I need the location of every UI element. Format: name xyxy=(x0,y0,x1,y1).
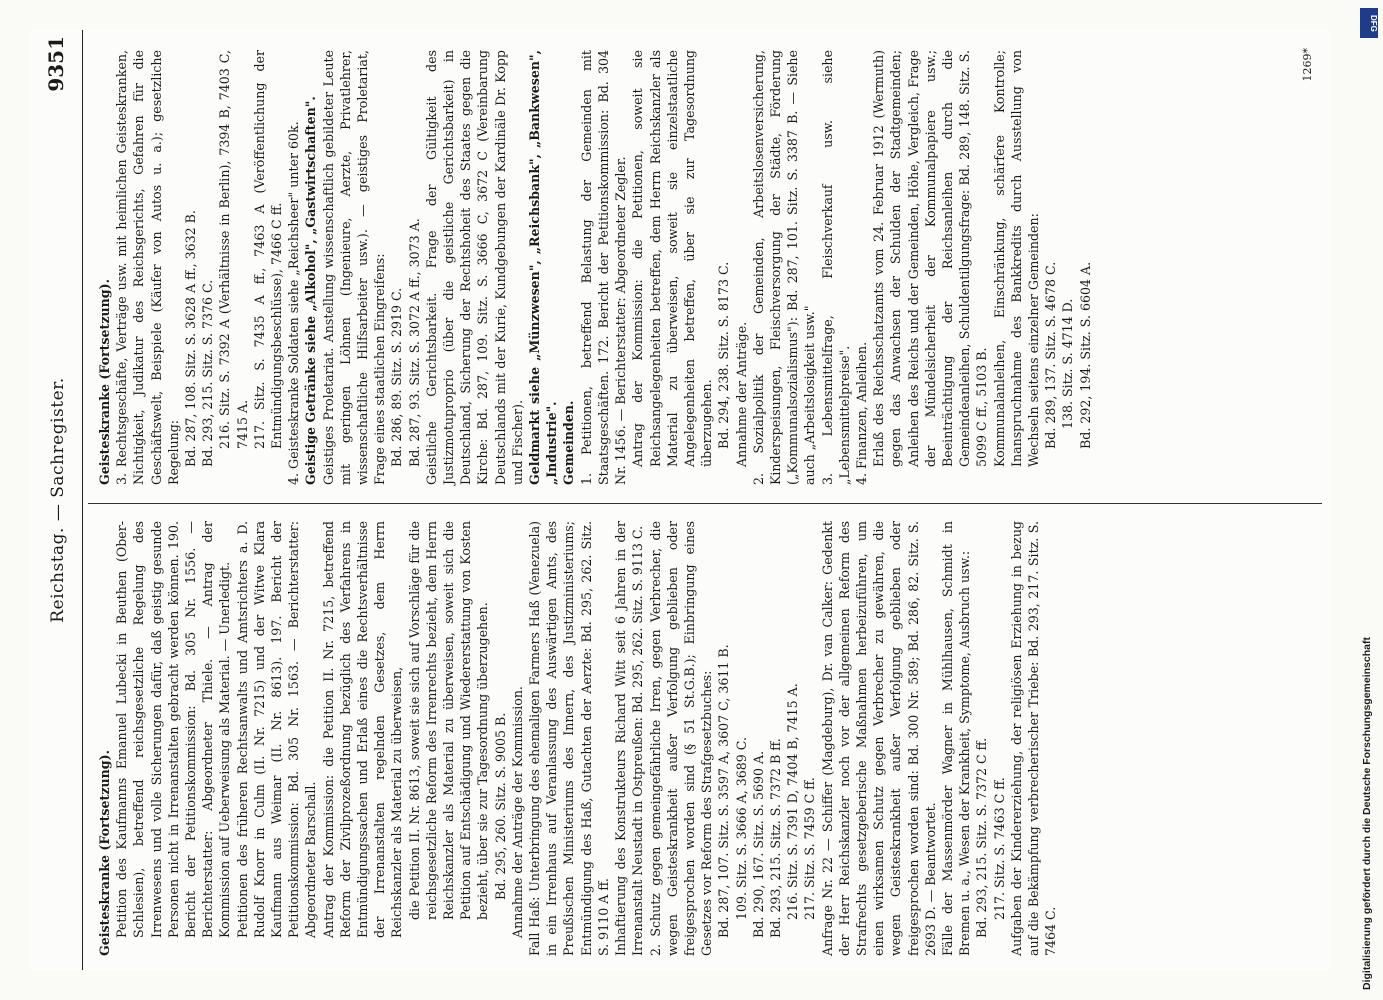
entry-paragraph: 3. Lebensmittelfrage, Fleischverkauf usw. siehe „Lebensmittelpreise". xyxy=(819,50,852,485)
entry-paragraph: Antrag der Kommission: die Petitionen, soweit sie Reichsangelegenheiten betreffen, dem Herrn Reichskanzler als Material zu überweisen, soweit sie einzelstaatliche Angelegenheiten betreffen, über sie zur Tagesordnung überzugehen. xyxy=(630,50,715,467)
entry-paragraph: 1. Petitionen, betreffend Belastung der Gemeinden mit Staatsgeschäften. 172. Bericht der Petitionskommission: Bd. 304 Nr. 1456. — Berichterstatter: Abgeordneter Zegler. xyxy=(578,50,629,485)
page-title: Reichstag. — Sachregister. xyxy=(48,377,68,623)
entry-paragraph: Bd. 287, 108. Sitz. S. 3628 A ff., 3632 B. xyxy=(183,210,199,467)
entry-paragraph: Bd. 289, 137. Sitz. S. 4678 C. xyxy=(1043,261,1059,449)
entry-paragraph: Gemeinden. xyxy=(561,400,577,485)
entry-paragraph: 3. Rechtsgeschäfte, Verträge usw. mit heimlichen Geisteskranken, Nichtigkeit, Judikatur des Reichsgerichts, Gefahren für die Geschäftswelt, Beispiele (Käufer von Autos u. a.); gesetzliche Regelung: xyxy=(114,50,181,485)
entry-paragraph: Bd. 294, 238. Sitz. S. 8173 C. xyxy=(716,261,732,449)
entry-paragraph: Bd. 287, 93. Sitz. S. 3072 A ff., 3073 A. xyxy=(406,218,422,467)
signature-mark: 1269* xyxy=(1301,48,1314,82)
entry-paragraph: 4. Finanzen, Anleihen. xyxy=(853,341,869,485)
entry-paragraph: Geistliche Gerichtsbarkeit. Frage der Gültigkeit des Justizmotuproprio (über die geistliche Gerichtsbarkeit) in Deutschland, Sicherung der Rechtshoheit des Staates gegen die Kirche: Bd. 287, 109. Sitz. S. 3666 C, 3672 C (Vereinbarung Deutschlands mit der Kurie, Kundgebungen der Kardinäle Dr. Kopp und Fischer). xyxy=(423,50,525,485)
entry-paragraph: Bd. 292, 194. Sitz. S. 6604 A. xyxy=(1077,261,1093,449)
entry-paragraph: 216. Sitz. S. 7391 D, 7404 B, 7415 A. xyxy=(785,683,801,920)
entry-paragraph: Aufgaben der Kindererziehung, der religiösen Erziehung in bezug auf die Bekämpfung verbrecherischer Triebe: Bd. 293, 217. Sitz. S. 7464 C. xyxy=(1008,521,1059,956)
rotated-page xyxy=(30,30,1330,970)
page-header xyxy=(30,30,83,970)
page-number: 9351 xyxy=(44,36,68,92)
entry-paragraph: Antrag der Kommission: die Petition II. Nr. 7215, betreffend Reform der Zivilprozeßordnung bezüglich des Verfahrens in Entmündigungssachen und Erlaß eines die Rechtsverhältnisse der Irrenanstalten regelnden Gesetzes, dem Herrn Reichskanzler als Material zu überweisen, xyxy=(320,521,405,938)
entry-paragraph: Bd. 287, 107. Sitz. S. 3597 A, 3607 C, 3611 B. xyxy=(716,644,732,938)
entry-paragraph: Petitionen des früheren Rechtsanwalts und Amtsrichters a. D. Rudolf Knorr in Culm (II. Nr. 7215) und der Witwe Klara Kaufmann aus Weimar (II. Nr. 8613). 197. Bericht der Petitionskommission: Bd. 305 Nr. 1563. — Berichterstatter: Abgeordneter Barschall. xyxy=(234,521,319,938)
entry-paragraph: die Petition II. Nr. 8613, soweit sie sich auf Vorschläge für die reichsgesetzliche Reform des Irrenrechts bezieht, dem Herrn Reichskanzler als Material zu überweisen, soweit sich die Petition auf Entschädigung und Wiedererstattung von Kosten bezieht, über sie zur Tagesordnung überzugehen. xyxy=(406,521,491,920)
entry-paragraph: Annahme der Anträge der Kommission. xyxy=(509,686,525,938)
dfg-logo: DFG xyxy=(1360,8,1378,38)
entry-paragraph: 216. Sitz. S. 7392 A (Verhältnisse in Berlin), 7394 B, 7403 C, 7415 A. xyxy=(217,50,250,449)
entry-paragraph: Geldmarkt siehe „Münzwesen", „Reichsbank", „Bankwesen", „Industrie". xyxy=(527,50,560,485)
entry-paragraph: 138. Sitz. S. 4714 D. xyxy=(1060,298,1076,429)
left-column xyxy=(96,521,1059,956)
entry-paragraph: Fälle der Massenmörder Wagner in Mühlhausen, Schmidt in Bremen u. a., Wesen der Krankheit, Symptome, Ausbruch usw.: xyxy=(939,521,973,956)
entry-paragraph: 4. Geisteskranke Soldaten siehe „Reichsheer" unter 60k. xyxy=(286,121,302,485)
digitization-note: Digitalisierung gefördert durch die Deutsche Forschungsgemeinschaft xyxy=(1361,637,1373,990)
entry-paragraph: 109. Sitz. S. 3666 A, 3689 C. xyxy=(733,737,749,920)
entry-paragraph: Geistiges Proletariat. Anstellung wissenschaftlich gebildeter Leute mit geringen Löhnen (Ingenieure, Aerzte, Privatlehrer, wissenschaftliche Hilfsarbeiter usw.). — geistiges Proletariat, Frage eines staatlichen Eingreifens: xyxy=(320,50,388,485)
entry-paragraph: Bd. 293, 215. Sitz. S. 7372 B ff. xyxy=(767,738,783,938)
digitization-strip xyxy=(1353,0,1383,1000)
entry-paragraph: Bd. 293, 215. Sitz. S. 7372 C ff. xyxy=(974,737,990,938)
entry-paragraph: Bd. 286, 89. Sitz. S. 2919 C. xyxy=(389,287,405,467)
entry-paragraph: 2. Schutz gegen gemeingefährliche Irren, gegen Verbrecher, die wegen Geisteskrankheit außer Verfolgung geblieben oder freigesprochen worden sind (§ 51 St.G.B.); Einbringung eines Gesetzes vor Reform des Strafgesetzbuches: xyxy=(647,521,715,956)
entry-paragraph: Geisteskranke (Fortsetzung). xyxy=(97,750,112,956)
entry-paragraph: 217. Sitz. S. 7463 C ff. xyxy=(991,777,1007,920)
entry-paragraph: Annahme der Anträge. xyxy=(733,321,749,467)
entry-paragraph: Petition des Kaufmanns Emanuel Lubecki in Beuthen (Ober-Schlesien), betreffend reichsgesetzliche Regelung des Irrenwesens und volle Sicherungen dafür, daß geistig gesunde Personen nicht in Irrenanstalten gebracht werden können. 190. Bericht der Petitionskommission: Bd. 305 Nr. 1556. — Berichterstatter: Abgeordneter Thiele. — Antrag der Kommission auf Ueberweisung als Material. — Unerledigt. xyxy=(114,521,233,938)
column-divider xyxy=(88,503,1322,504)
entry-paragraph: Erlaß des Reichsschatzamts vom 24. Februar 1912 (Wermuth) gegen das Anwachsen der Schulden der Stadtgemeinden; Anleihen des Reichs und der Gemeinden, Höhe, Vergleich, Frage der Mündelsicherheit der Kommunalpapiere usw.; Beeinträchtigung der Reichsanleihen durch die Gemeindeanleihen, Schuldentilgungsfrage: Bd. 289, 148. Sitz. S. 5099 C ff., 5103 B. xyxy=(871,50,990,467)
entry-paragraph: Fall Haß: Unterbringung des ehemaligen Farmers Haß (Venezuela) in ein Irrenhaus auf Veranlassung des Auswärtigen Amts, des Preußischen Ministeriums des Innern, des Justizministeriums; Entmündigung des Haß, Gutachten der Aerzte: Bd. 295, 262. Sitz. S. 9110 A ff. xyxy=(527,521,611,956)
entry-paragraph: Bd. 293, 215. Sitz. S. 7376 C. xyxy=(200,279,216,467)
right-column xyxy=(96,50,1094,485)
entry-paragraph: Geistige Getränke siehe „Alkohol", „Gastwirtschaften". xyxy=(303,96,319,485)
entry-paragraph: Bd. 295, 260. Sitz. S. 9005 B. xyxy=(492,712,508,900)
entry-paragraph: Kommunalanleihen, Einschränkung, schärfere Kontrolle; Inanspruchnahme des Bankkredits durch Ausstellung von Wechseln seitens einzelner Gemeinden: xyxy=(991,50,1041,467)
entry-paragraph: 2. Sozialpolitik der Gemeinden, Arbeitslosenversicherung, Kinderspeisungen, Fleischversorgung der Städte, Förderung („Kommunalsozialismus"): Bd. 287, 101. Sitz. S. 3387 B. — Siehe auch „Arbeitslosigkeit usw." xyxy=(750,50,818,485)
entry-paragraph: Anfrage Nr. 22 — Schiffer (Magdeburg), Dr. van Calker: Gedenkt der Herr Reichskanzler noch vor der allgemeinen Reform des Strafrechts gesetzgeberische Maßnahmen herbeizuführen, um einen wirksamen Schutz gegen Verbrecher zu gewähren, die wegen Geisteskrankheit außer Verfolgung geblieben oder freigesprochen worden sind: Bd. 300 Nr. 589; Bd. 286, 82. Sitz. S. 2693 D. — Beantwortet. xyxy=(819,521,938,956)
entry-paragraph: Inhaftierung des Konstrukteurs Richard Witt seit 6 Jahren in der Irrenanstalt Neustadt in Ostpreußen: Bd. 295, 262. Sitz. S. 9113 C. xyxy=(613,521,646,956)
entry-paragraph: Bd. 290, 167. Sitz. S. 5690 A. xyxy=(750,750,766,938)
entry-paragraph: 217. Sitz. S. 7435 A ff., 7463 A (Veröffentlichung der Entmündigungsbeschlüsse), 7466 C ff. xyxy=(251,50,285,449)
entry-paragraph: Geisteskranke (Fortsetzung). xyxy=(97,279,112,485)
entry-paragraph: 217. Sitz. S. 7459 C ff. xyxy=(802,777,818,920)
